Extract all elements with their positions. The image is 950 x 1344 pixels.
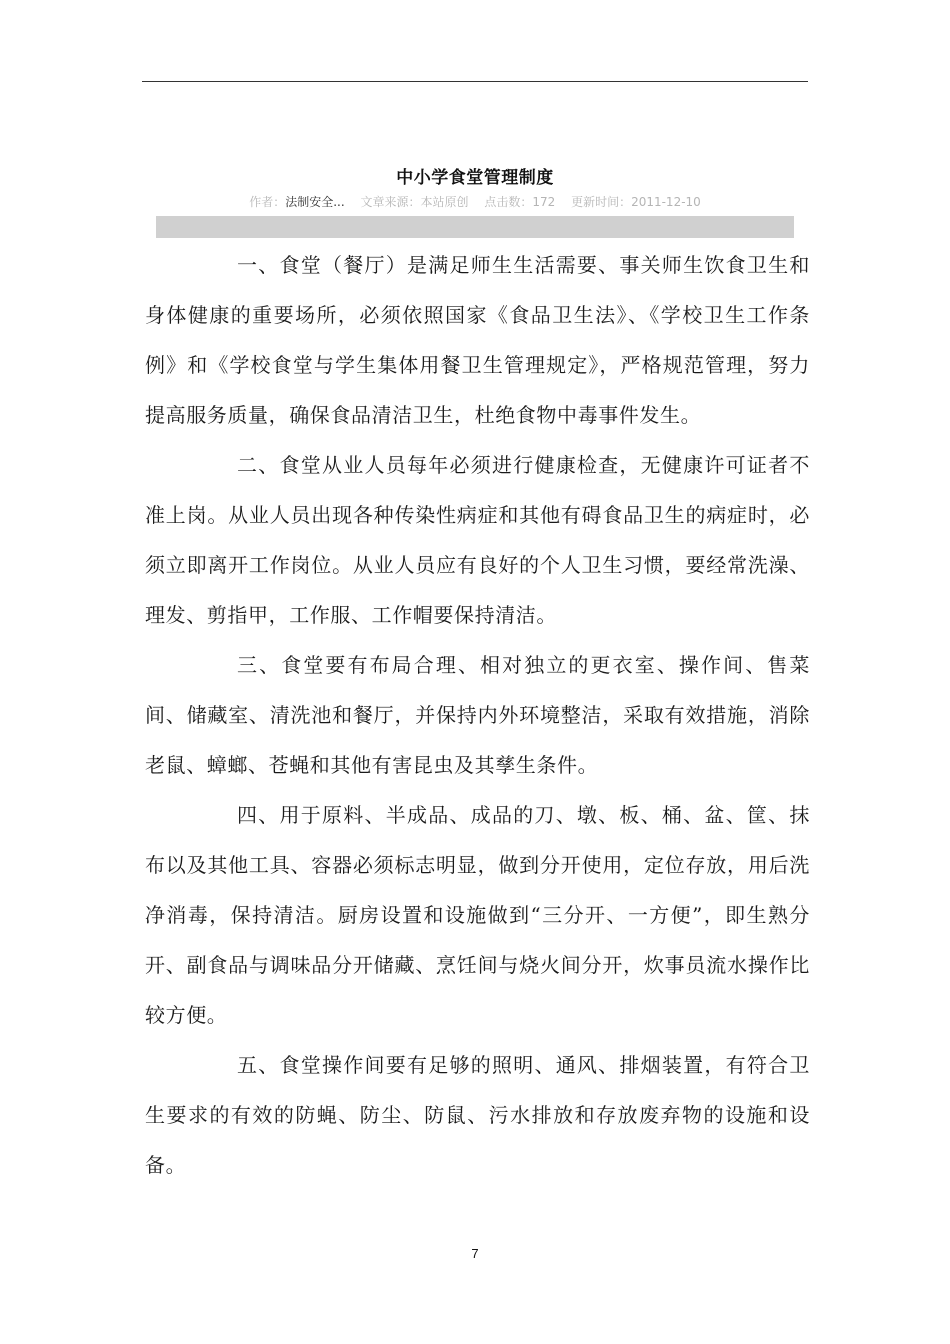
paragraph-2: 二、食堂从业人员每年必须进行健康检查，无健康许可证者不准上岗。从业人员出现各种传染性病症和其他有碍食品卫生的病症时，必须立即离开工作岗位。从业人员应有良好的个人卫生习惯，要经常洗澡、理发、剪指甲，工作服、工作帽要保持清洁。 <box>145 453 810 627</box>
gray-divider-bar <box>156 216 794 238</box>
meta-source: 文章来源：本站原创 <box>360 195 469 209</box>
paragraph-3: 三、食堂要有布局合理、相对独立的更衣室、操作间、售菜间、储藏室、清洗池和餐厅，并保持内外环境整洁，采取有效措施，消除老鼠、蟑螂、苍蝇和其他有害昆虫及其孳生条件。 <box>145 653 810 777</box>
paragraph-4: 四、用于原料、半成品、成品的刀、墩、板、桶、盆、筐、抹布以及其他工具、容器必须标志明显，做到分开使用，定位存放，用后洗净消毒，保持清洁。厨房设置和设施做到“三分开、一方便”，即生熟分开、副食品与调味品分开储藏、烹饪间与烧火间分开，炊事员流水操作比较方便。 <box>145 803 810 1027</box>
header-rule <box>142 81 808 82</box>
meta-clicks: 点击数：172 <box>484 195 556 209</box>
article-meta <box>0 193 950 210</box>
meta-author <box>249 195 344 209</box>
article-title: 中小学食堂管理制度 <box>396 168 554 188</box>
paragraph-1: 一、食堂（餐厅）是满足师生生活需要、事关师生饮食卫生和身体健康的重要场所，必须依照国家《食品卫生法》、《学校卫生工作条例》和《学校食堂与学生集体用餐卫生管理规定》，严格规范管理，努力提高服务质量，确保食品清洁卫生，杜绝食物中毒事件发生。 <box>145 253 810 427</box>
meta-author-name[interactable]: 法制安全... <box>285 195 345 209</box>
article-body <box>145 240 810 1190</box>
meta-author-label: 作者： <box>249 195 286 209</box>
meta-updated: 更新时间：2011-12-10 <box>571 195 701 209</box>
page-number: 7 <box>471 1246 479 1261</box>
paragraph-5: 五、食堂操作间要有足够的照明、通风、排烟装置，有符合卫生要求的有效的防蝇、防尘、防鼠、污水排放和存放废弃物的设施和设备。 <box>145 1053 810 1177</box>
